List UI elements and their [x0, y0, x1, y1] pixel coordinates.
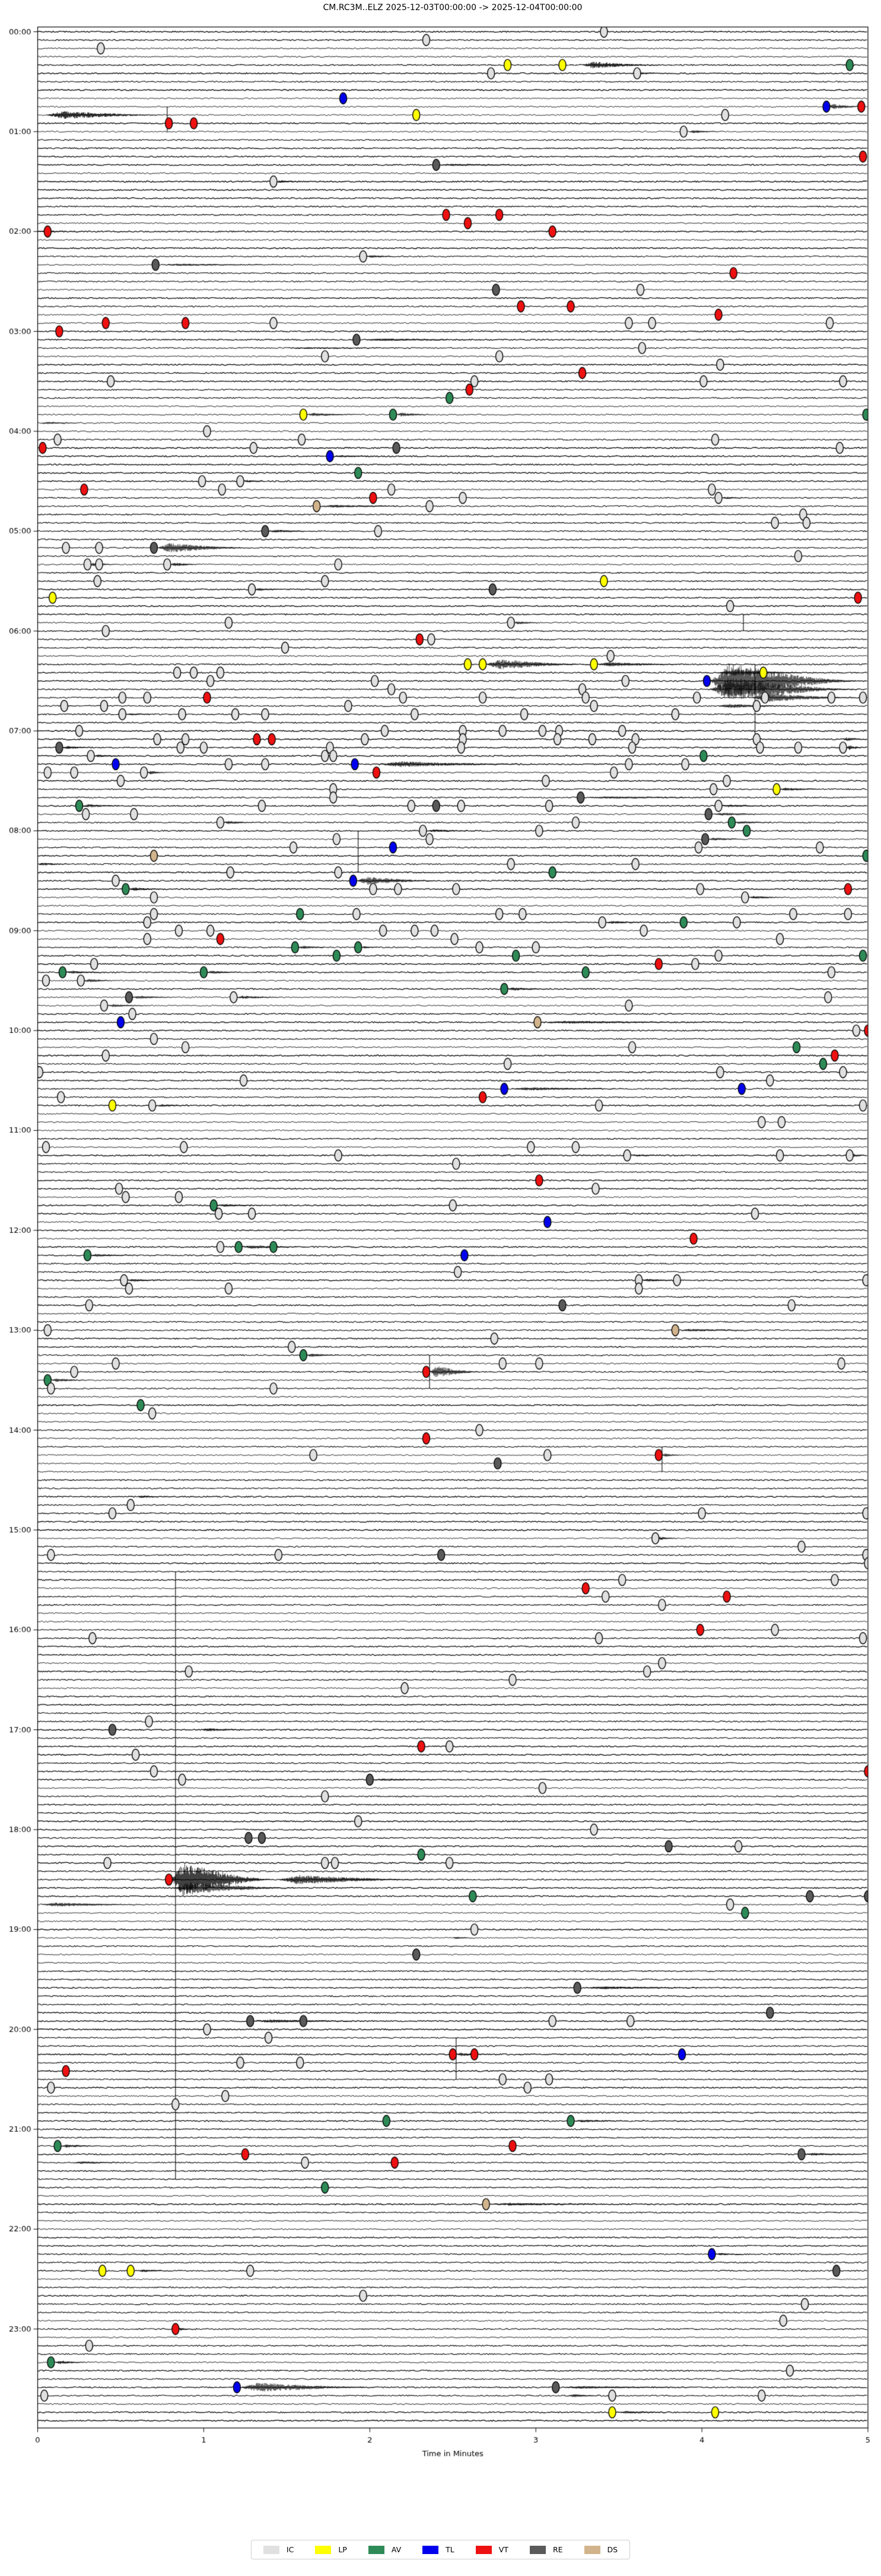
legend: [251, 2540, 630, 2559]
legend-label: AV: [391, 2545, 402, 2554]
plot-title: CM.RC3M..ELZ 2025-12-03T00:00:00 -> 2025-12-04T00:00:00: [323, 3, 583, 12]
legend-item-RE: [530, 2545, 563, 2554]
legend-item-VT: [476, 2545, 508, 2554]
legend-label: VT: [498, 2545, 508, 2554]
legend-swatch-RE: [530, 2546, 546, 2554]
legend-item-LP: [315, 2545, 347, 2554]
legend-item-DS: [584, 2545, 618, 2554]
legend-swatch-VT: [476, 2546, 492, 2554]
legend-label: RE: [552, 2545, 563, 2554]
legend-swatch-LP: [315, 2546, 331, 2554]
legend-item-AV: [368, 2545, 401, 2554]
legend-swatch-TL: [422, 2546, 438, 2554]
legend-item-IC: [263, 2545, 294, 2554]
legend-swatch-AV: [368, 2546, 384, 2554]
legend-label: TL: [446, 2545, 454, 2554]
legend-swatch-IC: [263, 2546, 279, 2554]
legend-label: DS: [607, 2545, 618, 2554]
legend-item-TL: [422, 2545, 454, 2554]
legend-label: LP: [338, 2545, 347, 2554]
legend-swatch-DS: [584, 2546, 600, 2554]
legend-label: IC: [286, 2545, 294, 2554]
legend-wrap: [0, 2540, 881, 2559]
